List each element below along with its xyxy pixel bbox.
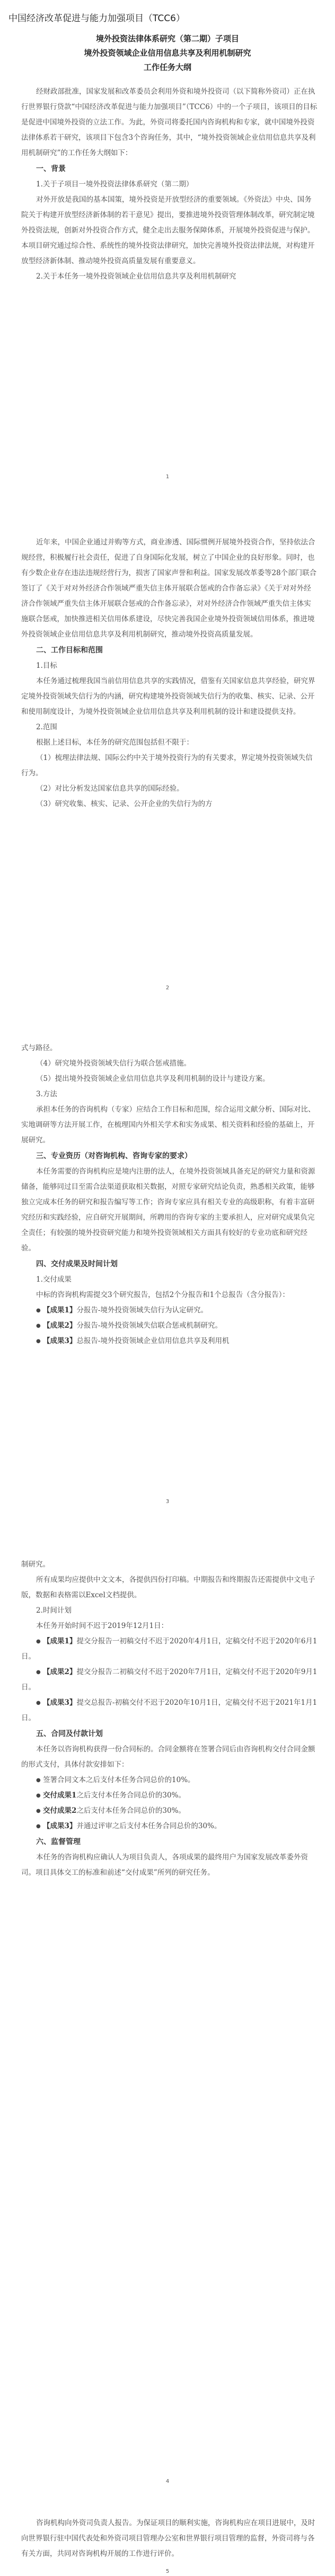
page-number: 3: [165, 1499, 170, 1505]
payment-4-text: 并通过评审之后支付本任务合同总价的30%。: [76, 1822, 222, 1830]
section-1-2-heading: 2.关于本任务一境外投资领域企业信用信息共享及利用机制研究: [36, 272, 236, 281]
payment-4-tag: 【成果3】: [43, 1822, 77, 1830]
timeline-1: ● 【成果1】提交分报告一初稿交付不迟于2020年4月1日，定稿交付不迟于2020年6月1日。: [21, 1637, 318, 1661]
payment-3-text: 之后支付本任务合同总价的30%。: [76, 1806, 186, 1815]
deliverable-3: ● 【成果3】总报告-境外投资领域企业信用信息共享及利用机: [36, 1337, 230, 1345]
scope-item-4: （4）研究境外投资领域失信行为联合惩戒措施。: [36, 1059, 191, 1068]
page-4: [0, 1557, 335, 1881]
title-line-3: 工作任务大纲: [143, 62, 191, 72]
page-number: 5: [165, 2569, 170, 2574]
page3-continuation: 式与路径。: [21, 1044, 57, 1052]
deliverable-2-tag: 【成果2】: [43, 1321, 77, 1330]
section-3-heading: 三、专业资历（对咨询机构、咨询专家的要求）: [36, 1152, 192, 1160]
timeline-1-tag: 【成果1】: [43, 1637, 77, 1645]
section-2-3-heading: 3.方法: [36, 1090, 57, 1098]
page2-paragraph: 近年来，中国企业通过并购等方式，商业渗透、国际惯例开展境外投资合作，坚持依法合规经营，积极履行社会责任，促进了自身国际化发展，树立了中国企业的良好形象。同时，也有少数企业存在违法违规经营行为，损害了国家声誉和利益。国家发展改革委等28个部门联合签订了《关于对对外经济合作领域严重失信主体开展联合惩戒的合作备忘录》《关于对对外经济合作领域严重失信主体开展联合惩戒的合作备忘录》，对对外经济合作领域严重失信主体实施联合惩戒，加快推进相关信用体系建设，尽快完善我国企业境外投资领域信用体系，推进境外投资领域企业信用信息共享及利用机制研究，推动境外投资高质量发展。: [21, 538, 317, 639]
scope-item-3: （3）研究收集、核实、记录、公开企业的失信行为的方: [36, 800, 213, 808]
section-4-1-heading: 1.交付成果: [36, 1275, 72, 1284]
title-line-1: 境外投资法律体系研究（第二期）子项目: [95, 34, 239, 43]
deliverable-2: ● 【成果2】分报告-境外投资领域失信联合惩戒机制研究。: [36, 1321, 222, 1330]
section-6-heading: 六、监督管理: [36, 1838, 81, 1846]
deliverable-3-tag: 【成果3】: [43, 1337, 77, 1345]
section-5-text: 本任务以咨询机构获得一份合同标的。合同金额将在签署合同后由咨询机构交付合同金额的形式支付，具体付款安排如下：: [21, 1745, 315, 1769]
section-5-heading: 五、合同及付款计划: [36, 1730, 103, 1738]
section-1-1-text: 对外开放是我国的基本国策，境外投资是开放型经济的重要领域。《外资法》中央、国务院关于构建开放型经济新体制的若干意见》提出，要推进境外投资管理体制改革，研究制定境外投资法规，创新对外投资合作方式，健全走出去服务保障体系，开展境外投资促进与保护。本项目研究通过综合性、系统性的境外投资法律研究，加快完善境外投资法律法规，对构建开放型经济新体制、推动境外投资高质量发展有重要意义。: [21, 195, 315, 265]
timeline-3-tag: 【成果3】: [43, 1698, 77, 1707]
deliverable-1-text: 分报告-境外投资领域失信行为认定研究。: [76, 1306, 208, 1314]
payment-3-tag: 交付成果2: [43, 1806, 77, 1815]
section-2-1-heading: 1.目标: [36, 661, 57, 670]
section-2-2-text: 根据上述目标，本任务的研究范围包括但不限于：: [36, 738, 193, 747]
timeline-2-tag: 【成果2】: [43, 1668, 77, 1676]
page-1: [0, 32, 335, 284]
payment-3: ● 交付成果2之后支付本任务合同总价的30%。: [36, 1806, 186, 1815]
scope-item-5: （5）提出境外投资领域企业信用信息共享及利用机制的设计与建设方案。: [36, 1075, 270, 1083]
section-1-heading: 一、背景: [36, 165, 66, 173]
section-2-1-text: 本任务通过梳理我国当前信用信息共享的实践情况，借鉴有关国家信息共享经验，研究界定境外投资领域失信行为的内涵，研究构建境外投资领域失信行为的收集、核实、记录、公开和使用制度设计，为境外投资领域企业信用信息共享及利用机制的设计和建设提供支持。: [21, 677, 315, 716]
section-3-text: 本任务需要的咨询机构应是境内注册的法人，在境外投资领域具备充足的研究力量和资源储备，能够同过目至需合法渠道获取相关数据，对照专家研究结论负责，熟悉相关政策，能够独立完成本任务的研究和报告编写等工作；咨询专家应具有相关专业的高级职称，有着丰富研究经历和实践经验，应自研究开展期间，所聘用的咨询专家的主要承担人，应对研究成果负完全责任；有较强的境外投资研究能力和境外投资领域相关方面具有较好的专业功底和研究经验。: [21, 1167, 315, 1253]
scope-item-1: （1）梳理法律法规、国际公约中关于境外投资行为的有关要求，界定境外投资领域失信行为。: [21, 754, 313, 777]
section-4-1-text: 中标的咨询机构需提交3个研究报告，包括2个分报告和1个总报告（含分报告）：: [36, 1291, 290, 1299]
payment-1-text: 签署合同文本之后支付本任务合同总价的10%。: [43, 1776, 195, 1784]
page4-continuation: 制研究。: [21, 1560, 50, 1569]
payment-2-tag: 交付成果1: [43, 1791, 77, 1800]
page5-paragraph: 咨询机构向外资司负责人报告。为保证项目的顺利实施，咨询机构应在项目进展中，及时向世界银行驻中国代表处和外资司项目管理办公室和世界银行项目管理的监督，外资司将与各有关方面，共同对咨询机构开展的工作进行评价。: [21, 2519, 315, 2558]
title-line-2: 境外投资领域企业信用信息共享及利用机制研究: [84, 48, 251, 58]
payment-2-text: 之后支付本任务合同总价的30%。: [76, 1791, 186, 1800]
page-5: [0, 2516, 335, 2562]
page-number: 4: [165, 2479, 170, 2484]
section-1-1-heading: 1.关于子项目一境外投资法律体系研究（第二期）: [36, 180, 193, 189]
section-6-text: 本任务的咨询机构应确认人为项目负责人，各项成果的最终用户为国家发展改革委外资司。项目具体交工的标准和前述“交付成果”所列的研究任务。: [21, 1853, 308, 1877]
section-2-heading: 二、工作目标和范围: [36, 646, 103, 655]
timeline-2: ● 【成果2】提交分报告二初稿交付不迟于2020年7月1日，定稿交付不迟于2020年9月1日。: [21, 1668, 318, 1692]
deliverable-1-tag: 【成果1】: [43, 1306, 77, 1314]
page-number: 2: [165, 985, 170, 991]
timeline-1-text: 提交分报告一初稿交付不迟于2020年4月1日，定稿交付不迟于2020年6月1日。: [21, 1637, 318, 1661]
timeline-3: ● 【成果3】提交总报告-初稿交付不迟于2020年10月1日，定稿交付不迟于2021年1月1日。: [21, 1698, 318, 1722]
project-header: 中国经济改革促进与能力加强项目（TCC6）: [8, 13, 185, 24]
section-2-3-text: 承担本任务的咨询机构（专家）应结合工作目标和范围，综合运用文献分析、国际对比、实地调研等方法开展工作，在梳理国内外相关学术和实务成果、相关资料和经验的基础上，开展研究。: [21, 1105, 315, 1144]
deliverable-format-text: 所有成果均应提供中文文本，各提供四份打印稿。中期报告和终期报告还需提供中文电子版，数据和表格需以Excel文档提供。: [21, 1576, 315, 1599]
section-2-2-heading: 2.范围: [36, 723, 57, 731]
section-4-2-text: 本任务开始时间不迟于2019年12月1日：: [36, 1622, 169, 1630]
page-2: [0, 535, 335, 812]
deliverable-1: ● 【成果1】分报告-境外投资领域失信行为认定研究。: [36, 1306, 208, 1314]
section-4-heading: 四、交付成果及时间计划: [36, 1260, 118, 1268]
payment-4: ● 【成果3】并通过评审之后支付本任务合同总价的30%。: [36, 1822, 222, 1830]
payment-2: ● 交付成果1之后支付本任务合同总价的30%。: [36, 1791, 186, 1800]
section-4-2-heading: 2.时间计划: [36, 1606, 72, 1615]
timeline-2-text: 提交分报告二初稿交付不迟于2020年7月1日，定稿交付不迟于2020年9月1日。: [21, 1668, 318, 1692]
page-number: 1: [165, 474, 170, 480]
intro-paragraph: 经财政部批准，国家发展和改革委员会利用外资和境外投资司（以下简称外资司）正在执行世界银行贷款“中国经济改革促进与能力加强项目”（TCC6）中的一个子项目，该项目的目标是促进中国境外投资的立法工作。为此，外资司将委托国内咨询机构和专家，就中国境外投资法律体系若干研究，该项目下包含3个咨询任务，其中，“境外投资领域企业信用信息共享及利用机制研究”的工作任务大纲如下：: [21, 87, 318, 157]
deliverable-3-text: 总报告-境外投资领域企业信用信息共享及利用机: [76, 1337, 230, 1345]
timeline-3-text: 提交总报告-初稿交付不迟于2020年10月1日，定稿交付不迟于2021年1月1日。: [21, 1698, 318, 1722]
scope-item-2: （2）对比分析发达国家信息共享的国际经验。: [36, 784, 184, 793]
page-3: [0, 1041, 335, 1349]
deliverable-2-text: 分报告-境外投资领域失信联合惩戒机制研究。: [76, 1321, 222, 1330]
payment-1: ● 签署合同文本之后支付本任务合同总价的10%。: [36, 1776, 195, 1784]
